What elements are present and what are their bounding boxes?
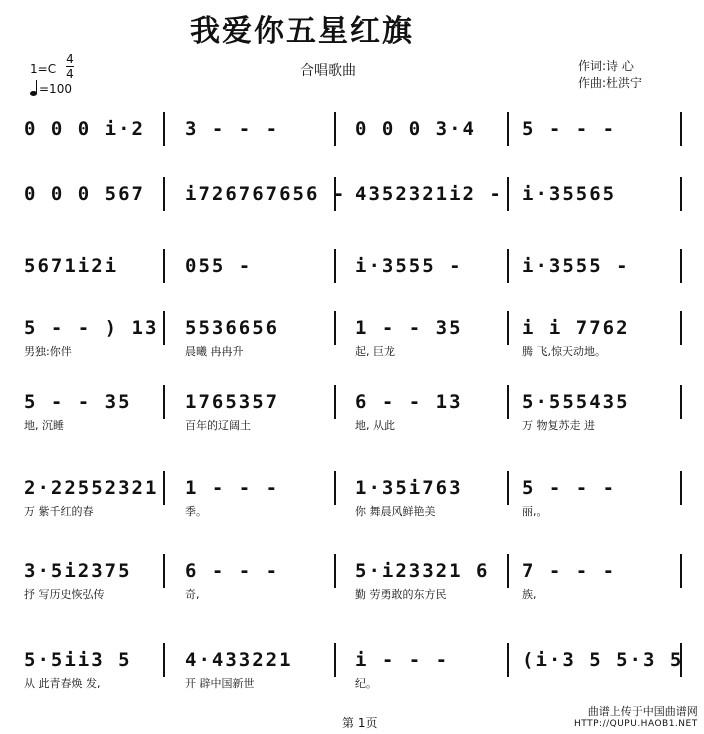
- measure-notes: (i·3 5 5·3 5: [522, 649, 684, 671]
- barline: [334, 554, 336, 588]
- measure-notes: i·3555 -: [355, 255, 463, 277]
- measure-lyrics: 奇,: [185, 588, 200, 601]
- measure-lyrics: 地, 从此: [355, 419, 395, 432]
- barline: [507, 471, 509, 505]
- measure-lyrics: 地, 沉睡: [24, 419, 64, 432]
- measure-notes: i726767656 -: [185, 183, 347, 205]
- barline: [334, 311, 336, 345]
- barline: [680, 112, 682, 146]
- barline: [507, 385, 509, 419]
- tempo-value: =100: [39, 82, 72, 96]
- measure-lyrics: 抒 写历史恢弘传: [24, 588, 105, 601]
- song-subtitle: 合唱歌曲: [300, 63, 356, 79]
- tempo-marking: [30, 80, 72, 96]
- measure-lyrics: 勤 劳勇敢的东方民: [355, 588, 447, 601]
- barline: [334, 385, 336, 419]
- measure-lyrics: 季。: [185, 505, 207, 518]
- barline: [680, 177, 682, 211]
- measure-lyrics: 从 此青春焕 发,: [24, 677, 101, 690]
- measure-notes: 5671i2i: [24, 255, 119, 277]
- measure-notes: 5 - - ) 13: [24, 317, 159, 339]
- barline: [163, 385, 165, 419]
- measure-notes: 0 0 0 i·2: [24, 118, 145, 140]
- composer-credit: 作曲:杜洪宁: [578, 76, 643, 90]
- measure-notes: 4352321i2 -: [355, 183, 503, 205]
- barline: [334, 643, 336, 677]
- measure-notes: 1·35i763: [355, 477, 463, 499]
- measure-lyrics: 开 辟中国新世: [185, 677, 255, 690]
- measure-lyrics: 晨曦 冉冉升: [185, 345, 244, 358]
- barline: [680, 311, 682, 345]
- measure-notes: 6 - - 13: [355, 391, 463, 413]
- barline: [680, 249, 682, 283]
- barline: [507, 177, 509, 211]
- measure-notes: 055 -: [185, 255, 253, 277]
- barline: [163, 554, 165, 588]
- page-number: 第 1页: [342, 716, 378, 730]
- measure-lyrics: 族,: [522, 588, 537, 601]
- measure-notes: 5·5ii3 5: [24, 649, 132, 671]
- song-title: 我爱你五星红旗: [190, 14, 414, 49]
- quarter-note-icon: [30, 80, 39, 96]
- measure-lyrics: 万 物复苏走 进: [522, 419, 595, 432]
- barline: [163, 643, 165, 677]
- watermark-url: HTTP://QUPU.HAOB1.NET: [574, 719, 698, 729]
- measure-notes: 2·22552321: [24, 477, 159, 499]
- measure-lyrics: 万 紫千红的春: [24, 505, 94, 518]
- measure-notes: 1765357: [185, 391, 280, 413]
- measure-notes: 3 - - -: [185, 118, 280, 140]
- measure-notes: 5·555435: [522, 391, 630, 413]
- measure-lyrics: 丽,。: [522, 505, 548, 518]
- measure-notes: 5 - - -: [522, 477, 617, 499]
- measure-lyrics: 纪。: [355, 677, 377, 690]
- barline: [680, 554, 682, 588]
- time-signature-top: 4: [66, 52, 74, 66]
- measure-notes: i - - -: [355, 649, 450, 671]
- measure-notes: 3·5i2375: [24, 560, 132, 582]
- barline: [507, 643, 509, 677]
- measure-lyrics: 你 舞晨风鲜艳美: [355, 505, 436, 518]
- barline: [507, 112, 509, 146]
- measure-lyrics: 腾 飞,惊天动地。: [522, 345, 606, 358]
- watermark-text: 曲谱上传于中国曲谱网: [587, 705, 698, 718]
- barline: [507, 554, 509, 588]
- time-signature: [66, 53, 74, 80]
- barline: [334, 471, 336, 505]
- measure-notes: 0 0 0 567: [24, 183, 145, 205]
- barline: [163, 112, 165, 146]
- measure-lyrics: 起, 巨龙: [355, 345, 395, 358]
- barline: [163, 177, 165, 211]
- measure-notes: 5536656: [185, 317, 280, 339]
- measure-notes: i·3555 -: [522, 255, 630, 277]
- measure-lyrics: 百年的辽阔土: [185, 419, 251, 432]
- watermark: [574, 706, 698, 730]
- measure-notes: 5·i23321 6: [355, 560, 490, 582]
- measure-notes: 5 - - 35: [24, 391, 132, 413]
- measure-notes: 0 0 0 3·4: [355, 118, 476, 140]
- measure-notes: 4·433221: [185, 649, 293, 671]
- measure-notes: 1 - - -: [185, 477, 280, 499]
- time-signature-bottom: 4: [66, 67, 74, 81]
- barline: [507, 249, 509, 283]
- barline: [680, 385, 682, 419]
- credits: [578, 58, 642, 92]
- barline: [507, 311, 509, 345]
- measure-notes: 7 - - -: [522, 560, 617, 582]
- barline: [334, 249, 336, 283]
- key-signature: 1=C: [30, 62, 57, 76]
- barline: [334, 112, 336, 146]
- measure-notes: i·35565: [522, 183, 617, 205]
- barline: [163, 311, 165, 345]
- lyricist-credit: 作词:诗 心: [578, 59, 634, 73]
- barline: [163, 249, 165, 283]
- measure-notes: i i 7762: [522, 317, 630, 339]
- measure-notes: 5 - - -: [522, 118, 617, 140]
- measure-notes: 6 - - -: [185, 560, 280, 582]
- measure-notes: 1 - - 35: [355, 317, 463, 339]
- measure-lyrics: 男独:你伴: [24, 345, 72, 358]
- barline: [163, 471, 165, 505]
- barline: [680, 471, 682, 505]
